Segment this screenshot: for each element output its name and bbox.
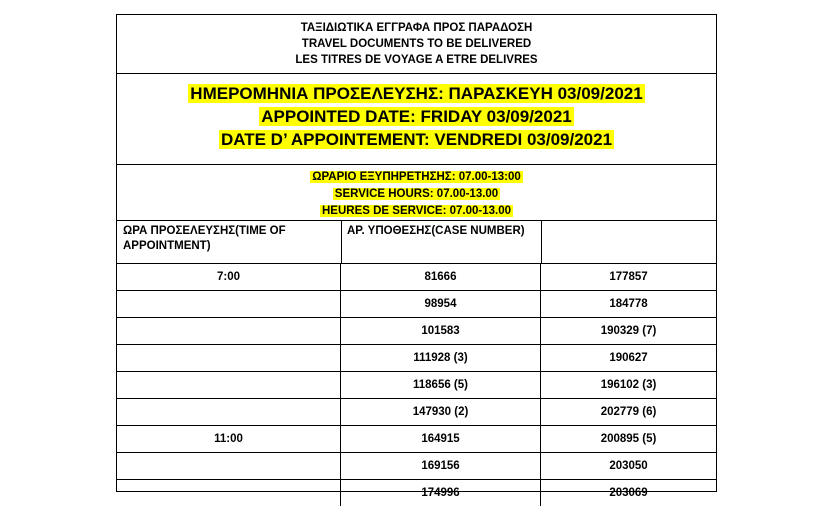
- case-number-cell: 174996: [341, 480, 541, 506]
- time-cell: [117, 453, 341, 479]
- case-number-cell: 169156: [341, 453, 541, 479]
- time-cell: [117, 291, 341, 317]
- time-cell: [117, 318, 341, 344]
- table-row: [117, 263, 716, 290]
- time-cell: [117, 345, 341, 371]
- time-cell: [117, 480, 341, 506]
- title-greek: ΤΑΞΙΔΙΩΤΙΚΑ ΕΓΓΡΑΦΑ ΠΡΟΣ ΠΑΡΑΔΟΣΗ: [300, 22, 533, 34]
- case-number-cell: 164915: [341, 426, 541, 452]
- table-row: [117, 425, 716, 452]
- title-block: [117, 15, 716, 74]
- case-number-cell: 203069: [609, 487, 648, 499]
- title-french: LES TITRES DE VOYAGE A ETRE DELIVRES: [295, 54, 538, 66]
- table-row: [117, 479, 716, 506]
- delivery-table: [116, 14, 717, 499]
- title-english: TRAVEL DOCUMENTS TO BE DELIVERED: [301, 38, 532, 50]
- appointment-date-block: [117, 74, 716, 165]
- case-number-cell: 177857: [609, 271, 648, 283]
- case-number-cell: 190627: [609, 352, 648, 364]
- table-row: [117, 344, 716, 371]
- column-header-time: ΩΡΑ ΠΡΟΣΕΛΕΥΣΗΣ(TIME OF APPOINTMENT): [123, 225, 286, 252]
- time-cell: 7:00: [117, 264, 341, 290]
- case-number-cell: 203050: [609, 460, 648, 472]
- appointment-date-greek: ΗΜΕΡΟΜΗΝΙΑ ΠΡΟΣΕΛΕΥΣΗΣ: ΠΑΡΑΣΚΕΥΗ 03/09/2021: [190, 84, 643, 103]
- time-cell: [117, 399, 341, 425]
- case-number-cell: 118656 (5): [341, 372, 541, 398]
- column-header-case-2: [541, 221, 716, 263]
- table-row: [117, 452, 716, 479]
- case-number-cell: 81666: [341, 264, 541, 290]
- time-cell: [117, 372, 341, 398]
- case-number-cell: 200895 (5): [600, 433, 657, 445]
- time-cell: 11:00: [117, 426, 341, 452]
- case-number-cell: 196102 (3): [600, 379, 657, 391]
- case-number-cell: 147930 (2): [341, 399, 541, 425]
- table-row: [117, 290, 716, 317]
- case-number-cell: 111928 (3): [341, 345, 541, 371]
- case-number-cell: 202779 (6): [600, 406, 657, 418]
- case-rows: [117, 263, 716, 506]
- case-number-cell: 98954: [341, 291, 541, 317]
- table-row: [117, 371, 716, 398]
- case-number-cell: 190329 (7): [600, 325, 657, 337]
- service-hours-french: HEURES DE SERVICE: 07.00-13.00: [322, 205, 511, 217]
- appointment-date-french: DATE D’ APPOINTEMENT: VENDREDI 03/09/2021: [220, 130, 613, 149]
- table-row: [117, 398, 716, 425]
- case-number-cell: 184778: [609, 298, 648, 310]
- table-row: [117, 317, 716, 344]
- service-hours-english: SERVICE HOURS: 07.00-13.00: [334, 188, 499, 200]
- column-header-case: ΑΡ. ΥΠΟΘΕΣΗΣ(CASE NUMBER): [347, 225, 525, 237]
- service-hours-block: [117, 165, 716, 221]
- case-number-cell: 101583: [341, 318, 541, 344]
- appointment-date-english: APPOINTED DATE: FRIDAY 03/09/2021: [261, 107, 572, 126]
- service-hours-greek: ΩΡΑΡΙΟ ΕΞΥΠΗΡΕΤΗΣΗΣ: 07.00-13:00: [312, 171, 521, 183]
